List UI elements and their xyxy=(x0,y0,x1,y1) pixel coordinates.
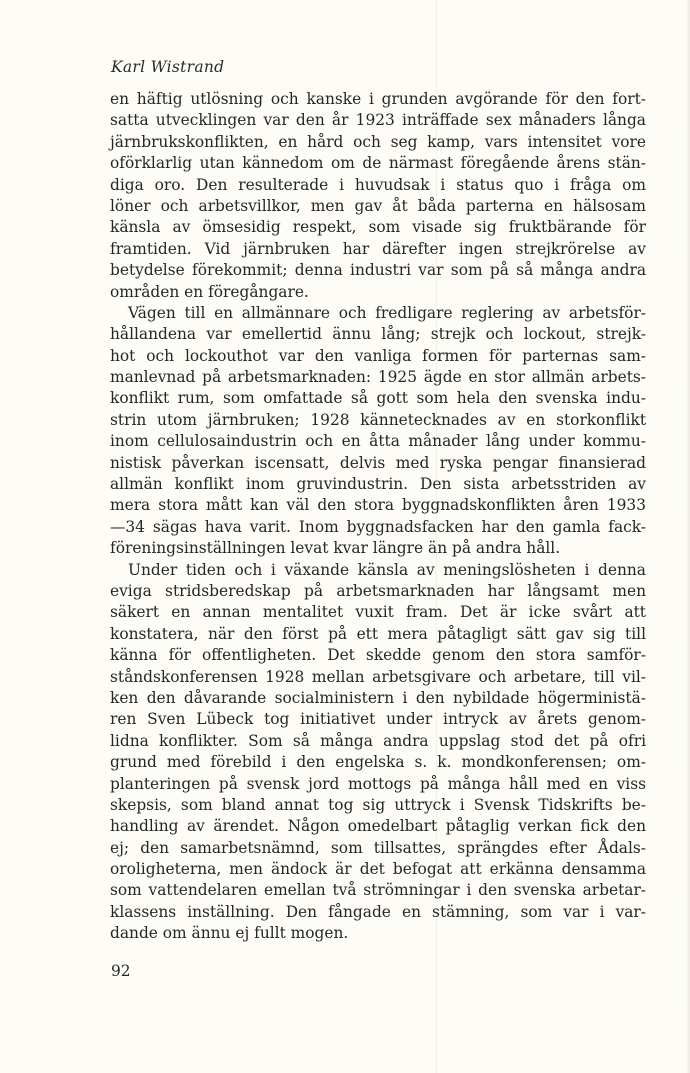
text-line: strin utom järnbruken; 1928 kännetecknades av en storkonflikt xyxy=(110,410,646,429)
text-line: känsla av ömsesidig respekt, som visade sig fruktbärande för xyxy=(110,218,646,237)
text-line: dande om ännu ej fullt mogen. xyxy=(110,924,349,943)
body-text xyxy=(110,89,646,945)
text-line: nistisk påverkan iscensatt, delvis med ryska pengar finansierad xyxy=(110,453,646,472)
text-line: skepsis, som bland annat tog sig uttryck i Svensk Tidskrifts be- xyxy=(110,795,646,814)
text-line: diga oro. Den resulterade i huvudsak i status quo i fråga om xyxy=(110,175,646,194)
text-line: —34 sägas hava varit. Inom byggnadsfacken har den gamla fack- xyxy=(110,517,646,536)
text-line: ren Sven Lübeck tog initiativet under intryck av årets genom- xyxy=(110,710,646,729)
page-edge-shadow xyxy=(686,0,690,1073)
text-line: mera stora mått kan väl den stora byggnadskonflikten åren 1933 xyxy=(110,496,646,515)
text-line: Under tiden och i växande känsla av meningslösheten i denna xyxy=(128,560,646,579)
text-line: föreningsinställningen levat kvar längre än på andra håll. xyxy=(110,539,561,558)
text-line: oroligheterna, men ändock är det befogat att erkänna densamma xyxy=(110,860,646,879)
text-line: klassens inställning. Den fångade en stämning, som var i var- xyxy=(110,902,646,921)
text-line: ken den dåvarande socialministern i den nybildade högerministä- xyxy=(110,688,646,707)
text-line: grund med förebild i den engelska s. k. mondkonferensen; om- xyxy=(110,753,646,772)
text-line: framtiden. Vid järnbruken har därefter ingen strejkrörelse av xyxy=(110,239,646,258)
text-line: planteringen på svensk jord mottogs på många håll med en viss xyxy=(110,774,646,793)
text-line: ej; den samarbetsnämnd, som tillsattes, sprängdes efter Ådals- xyxy=(110,838,646,857)
text-line: handling av ärendet. Någon omedelbart påtaglig verkan fick den xyxy=(110,817,646,836)
text-line: konstatera, när den först på ett mera påtagligt sätt gav sig till xyxy=(110,624,646,643)
text-line: eviga stridsberedskap på arbetsmarknaden har långsamt men xyxy=(110,581,646,600)
text-line: lidna konflikter. Som så många andra uppslag stod det på ofri xyxy=(110,731,646,750)
text-line: betydelse förekommit; denna industri var som på så många andra xyxy=(110,261,646,280)
text-line: som vattendelaren emellan två strömningar i den svenska arbetar- xyxy=(110,881,646,900)
text-line: säkert en annan mentalitet vuxit fram. Det är icke svårt att xyxy=(110,603,646,622)
text-line: järnbrukskonflikten, en hård och seg kamp, vars intensitet vore xyxy=(110,132,646,151)
text-line: löner och arbetsvillkor, men gav åt båda parterna en hälsosam xyxy=(110,196,646,215)
text-line: oförklarlig utan kännedom om de närmast föregående årens stän- xyxy=(110,154,646,173)
text-line: hållandena var emellertid ännu lång; strejk och lockout, strejk- xyxy=(110,325,646,344)
text-line: inom cellulosaindustrin och en åtta månader lång under kommu- xyxy=(110,432,646,451)
text-line: områden en föregångare. xyxy=(110,282,309,301)
text-line: Vägen till en allmännare och fredligare reglering av arbetsför- xyxy=(128,303,646,322)
text-line: manlevnad på arbetsmarknaden: 1925 ägde en stor allmän arbets- xyxy=(110,368,646,387)
text-line: ståndskonferensen 1928 mellan arbetsgivare och arbetare, till vil- xyxy=(110,667,646,686)
text-line: känna för offentligheten. Det skedde genom den stora samför- xyxy=(110,646,646,665)
running-head-author: Karl Wistrand xyxy=(111,58,225,76)
text-line: hot och lockouthot var den vanliga formen för parternas sam- xyxy=(110,346,646,365)
text-line: allmän konflikt inom gruvindustrin. Den sista arbetsstriden av xyxy=(110,475,646,494)
text-line: en häftig utlösning och kanske i grunden avgörande för den fort- xyxy=(110,90,646,108)
text-line: satta utvecklingen var den år 1923 inträffade sex månaders långa xyxy=(110,111,646,130)
text-line: konflikt rum, som omfattade så gott som hela den svenska indu- xyxy=(110,389,646,408)
page-number: 92 xyxy=(111,962,131,980)
